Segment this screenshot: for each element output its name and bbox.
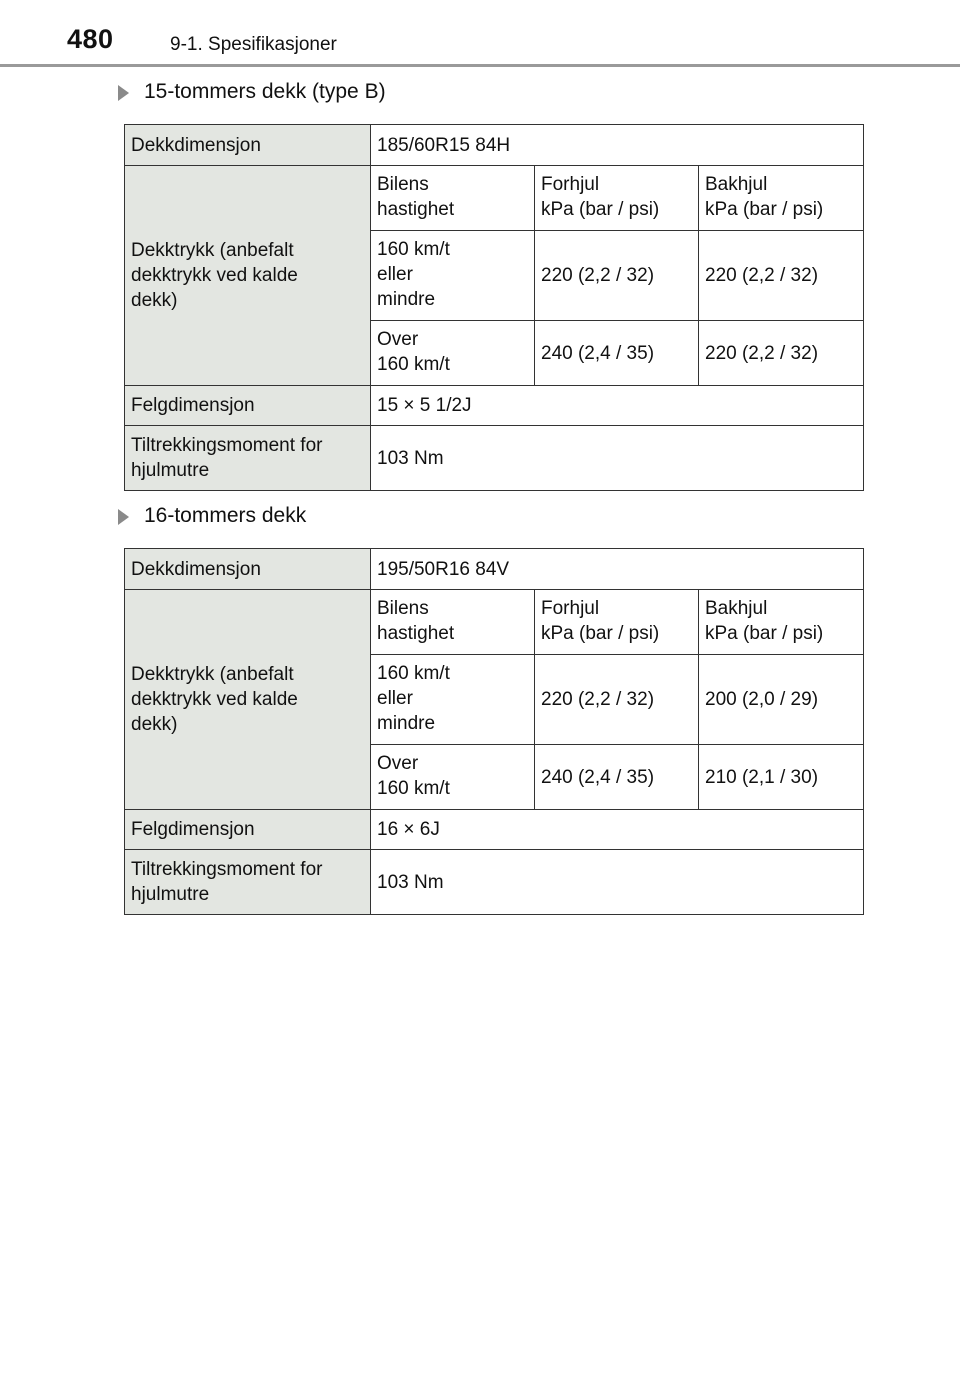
tire-size-value: 195/50R16 84V bbox=[371, 549, 864, 590]
page-number: 480 bbox=[67, 24, 114, 54]
col-header-speed: Bilens hastighet bbox=[371, 590, 535, 655]
torque-label: Tiltrekkingsmoment for hjulmutre bbox=[125, 426, 371, 491]
torque-label: Tiltrekkingsmoment for hjulmutre bbox=[125, 850, 371, 915]
arrow-right-icon bbox=[118, 509, 129, 525]
wheel-size-value: 15 × 5 1/2J bbox=[371, 386, 864, 426]
table-row bbox=[125, 810, 864, 850]
table-row bbox=[125, 590, 864, 655]
torque-value: 103 Nm bbox=[371, 426, 864, 491]
spec-table-16-inch bbox=[124, 548, 864, 915]
speed-cell: 160 km/t eller mindre bbox=[371, 655, 535, 745]
col-header-front: Forhjul kPa (bar / psi) bbox=[535, 166, 699, 231]
tire-size-label: Dekkdimensjon bbox=[125, 125, 371, 166]
subheading-16-inch bbox=[118, 504, 306, 528]
header-divider bbox=[0, 64, 960, 67]
table-row bbox=[125, 166, 864, 231]
front-pressure-cell: 220 (2,2 / 32) bbox=[535, 655, 699, 745]
front-pressure-cell: 240 (2,4 / 35) bbox=[535, 745, 699, 810]
torque-value: 103 Nm bbox=[371, 850, 864, 915]
front-pressure-cell: 240 (2,4 / 35) bbox=[535, 321, 699, 386]
spec-table-15-inch bbox=[124, 124, 864, 491]
wheel-size-value: 16 × 6J bbox=[371, 810, 864, 850]
section-title: 9-1. Spesifikasjoner bbox=[170, 34, 337, 55]
rear-pressure-cell: 220 (2,2 / 32) bbox=[699, 321, 864, 386]
subheading-text: 16-tommers dekk bbox=[144, 504, 307, 527]
rear-pressure-cell: 220 (2,2 / 32) bbox=[699, 231, 864, 321]
col-header-front: Forhjul kPa (bar / psi) bbox=[535, 590, 699, 655]
page-header bbox=[0, 0, 960, 68]
table-row bbox=[125, 426, 864, 491]
front-pressure-cell: 220 (2,2 / 32) bbox=[535, 231, 699, 321]
wheel-size-label: Felgdimensjon bbox=[125, 386, 371, 426]
col-header-rear: Bakhjul kPa (bar / psi) bbox=[699, 166, 864, 231]
col-header-speed: Bilens hastighet bbox=[371, 166, 535, 231]
pressure-label: Dekktrykk (anbefalt dekktrykk ved kalde dekk) bbox=[125, 590, 371, 810]
wheel-size-label: Felgdimensjon bbox=[125, 810, 371, 850]
tire-size-value: 185/60R15 84H bbox=[371, 125, 864, 166]
speed-cell: 160 km/t eller mindre bbox=[371, 231, 535, 321]
table-row bbox=[125, 850, 864, 915]
subheading-text: 15-tommers dekk (type B) bbox=[144, 80, 386, 103]
table-row bbox=[125, 125, 864, 166]
table-row bbox=[125, 386, 864, 426]
pressure-label: Dekktrykk (anbefalt dekktrykk ved kalde dekk) bbox=[125, 166, 371, 386]
rear-pressure-cell: 210 (2,1 / 30) bbox=[699, 745, 864, 810]
rear-pressure-cell: 200 (2,0 / 29) bbox=[699, 655, 864, 745]
table-row bbox=[125, 549, 864, 590]
arrow-right-icon bbox=[118, 85, 129, 101]
speed-cell: Over 160 km/t bbox=[371, 745, 535, 810]
tire-size-label: Dekkdimensjon bbox=[125, 549, 371, 590]
col-header-rear: Bakhjul kPa (bar / psi) bbox=[699, 590, 864, 655]
subheading-15-inch bbox=[118, 80, 386, 104]
speed-cell: Over 160 km/t bbox=[371, 321, 535, 386]
